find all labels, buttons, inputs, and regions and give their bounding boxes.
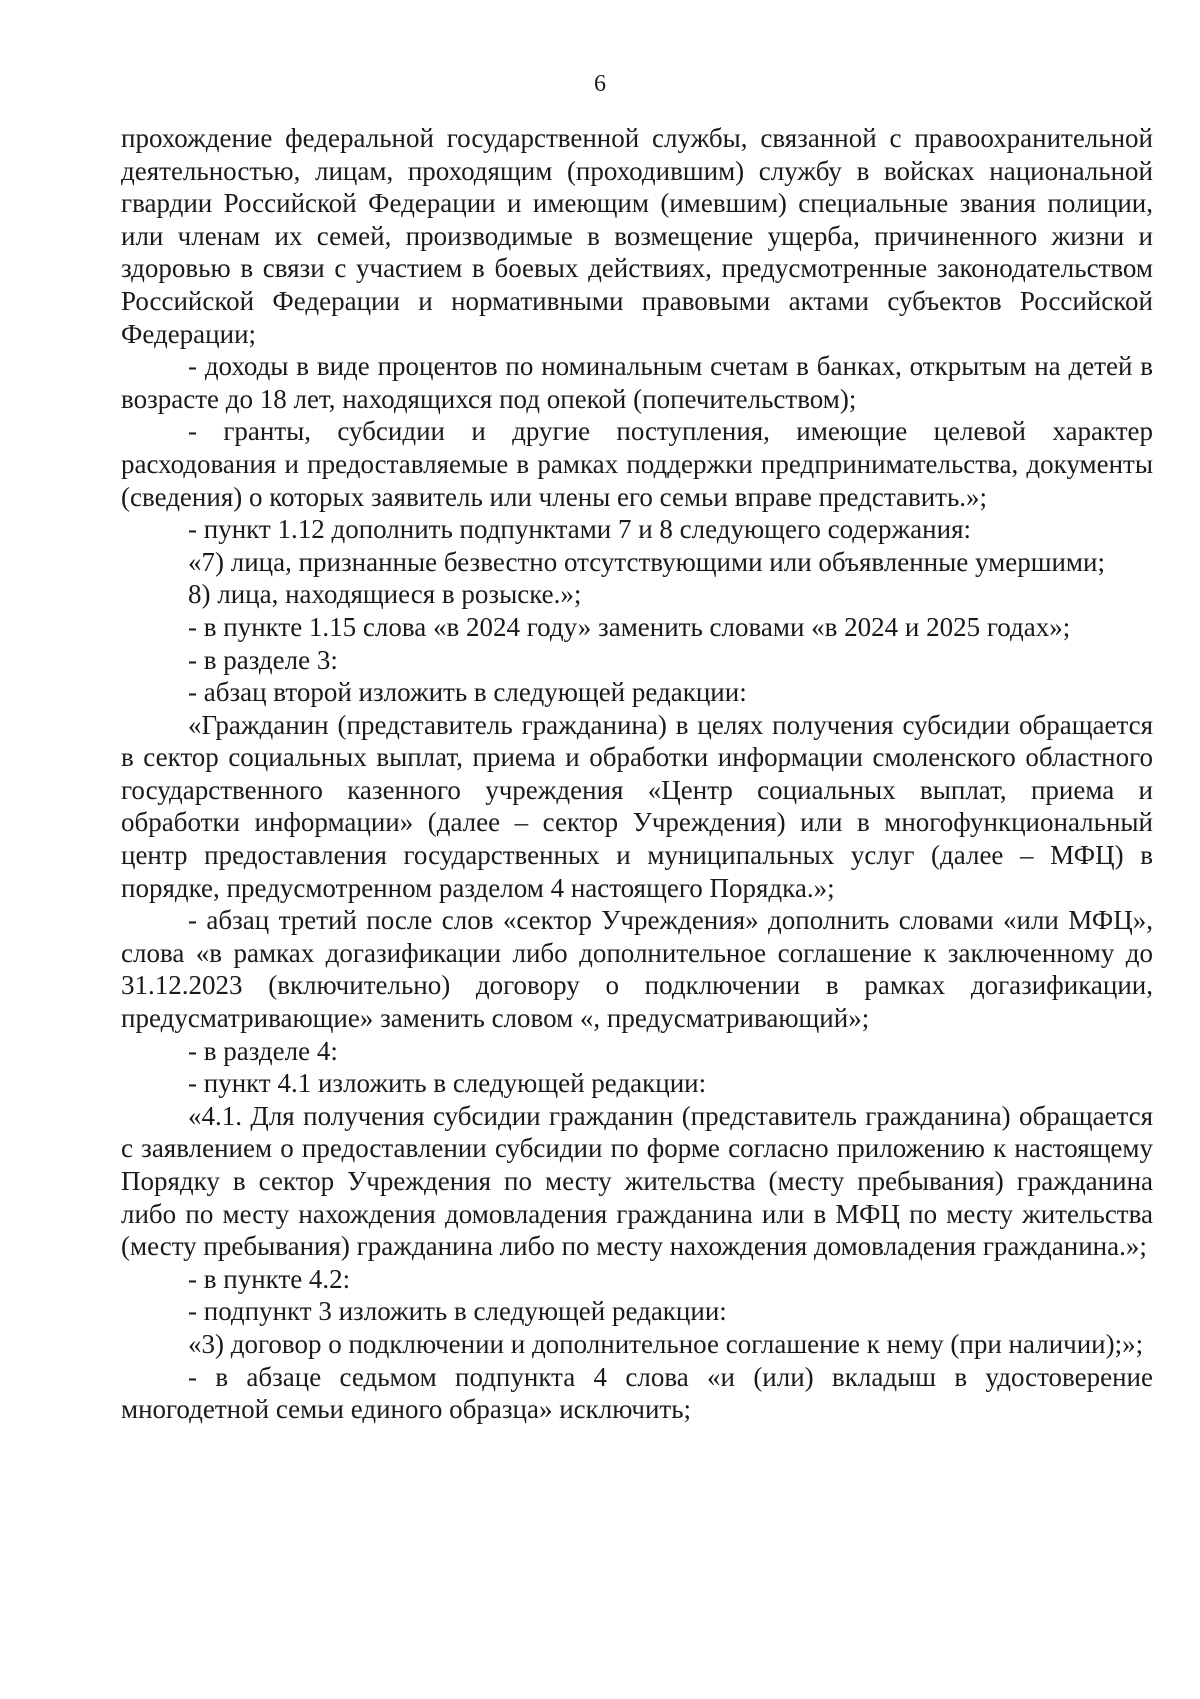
- paragraph: - в разделе 4:: [188, 1035, 338, 1066]
- paragraph: - гранты, субсидии и другие поступления, имеющие целевой характер расходования и предоставляемые в рамках поддержки предпринимательства, документы (сведения) о которых заявитель или члены его семьи вправе представить.»;: [121, 416, 1153, 512]
- paragraph: прохождение федеральной государственной службы, связанной с правоохранительной деятельностью, лицам, проходящим (проходившим) службу в войсках национальной гвардии Российской Федерации и имеющим (имевшим) специальные звания полиции, или членам их семей, производимые в возмещение ущерба, причиненного жизни и здоровью в связи с участием в боевых действиях, предусмотренные законодательством Российской Федерации и нормативными правовыми актами субъектов Российской Федерации;: [121, 123, 1153, 349]
- paragraph: 8) лица, находящиеся в розыске.»;: [188, 579, 582, 610]
- paragraph: - пункт 1.12 дополнить подпунктами 7 и 8 следующего содержания:: [188, 514, 971, 545]
- paragraph: - в пункте 4.2:: [188, 1263, 351, 1294]
- paragraph: - абзац третий после слов «сектор Учреждения» дополнить словами «или МФЦ», слова «в рамках догазификации либо дополнительное соглашение к заключенному до 31.12.2023 (включительно) договору о подключении в рамках догазификации, предусматривающие» заменить словом «, предусматривающий»;: [121, 905, 1153, 1034]
- paragraph: «3) договор о подключении и дополнительное соглашение к нему (при наличии);»;: [188, 1328, 1144, 1359]
- paragraph: - доходы в виде процентов по номинальным счетам в банках, открытым на детей в возрасте до 18 лет, находящихся под опекой (попечительством);: [121, 351, 1153, 414]
- paragraph: «Гражданин (представитель гражданина) в целях получения субсидии обращается в сектор социальных выплат, приема и обработки информации смоленского областного государственного казенного учреждения «Центр социальных выплат, приема и обработки информации» (далее – сектор Учреждения) или в многофункциональный центр предоставления государственных и муниципальных услуг (далее – МФЦ) в порядке, предусмотренном разделом 4 настоящего Порядка.»;: [121, 709, 1153, 903]
- page-number: 6: [594, 71, 606, 97]
- paragraph: «4.1. Для получения субсидии гражданин (представитель гражданина) обращается с заявлением о предоставлении субсидии по форме согласно приложению к настоящему Порядку в сектор Учреждения по месту жительства (месту пребывания) гражданина либо по месту нахождения домовладения гражданина или в МФЦ по месту жительства (месту пребывания) гражданина либо по месту нахождения домовладения гражданина.»;: [121, 1100, 1153, 1262]
- paragraph: - подпункт 3 изложить в следующей редакции:: [188, 1296, 727, 1327]
- paragraph: - в абзаце седьмом подпункта 4 слова «и (или) вкладыш в удостоверение многодетной семьи единого образца» исключить;: [121, 1361, 1153, 1425]
- document-body: [121, 122, 1153, 1426]
- paragraph: - в пункте 1.15 слова «в 2024 году» заменить словами «в 2024 и 2025 годах»;: [188, 611, 1071, 642]
- paragraph: - в разделе 3:: [188, 644, 338, 675]
- paragraph: - абзац второй изложить в следующей редакции:: [188, 677, 747, 708]
- paragraph: - пункт 4.1 изложить в следующей редакции:: [188, 1068, 707, 1099]
- paragraph: «7) лица, признанные безвестно отсутствующими или объявленные умершими;: [188, 546, 1105, 577]
